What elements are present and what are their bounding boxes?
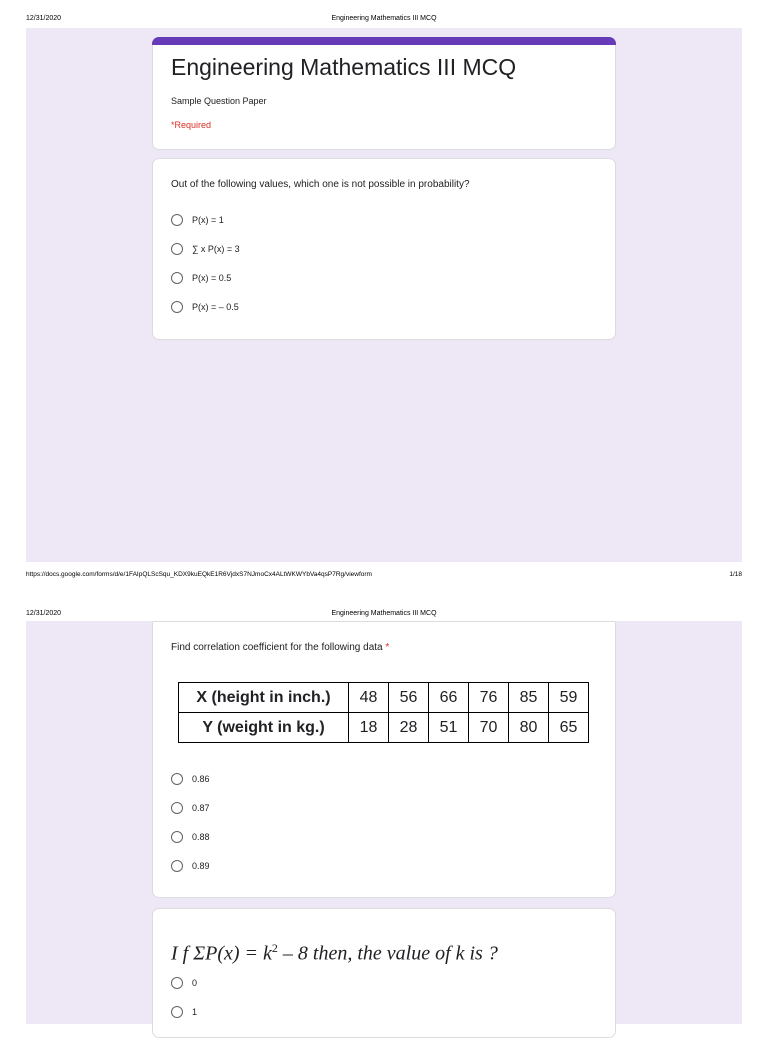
data-table bbox=[178, 682, 589, 743]
table-cell: 59 bbox=[549, 683, 589, 713]
option-choice[interactable] bbox=[171, 858, 210, 874]
radio-button[interactable] bbox=[171, 831, 183, 843]
required-note: *Required bbox=[171, 120, 212, 130]
radio-button[interactable] bbox=[171, 773, 183, 785]
table-cell: 76 bbox=[469, 683, 509, 713]
table-cell: 80 bbox=[509, 713, 549, 743]
page1-print-footer bbox=[0, 569, 768, 581]
option-label: 0.87 bbox=[192, 803, 210, 813]
required-mark: * bbox=[385, 642, 390, 653]
option-choice[interactable] bbox=[171, 975, 197, 991]
option-choice[interactable] bbox=[171, 829, 210, 845]
radio-button[interactable] bbox=[171, 243, 183, 255]
option-label: 0.88 bbox=[192, 832, 210, 842]
option-choice[interactable] bbox=[171, 299, 239, 315]
option-choice[interactable] bbox=[171, 771, 210, 787]
table-cell: 18 bbox=[349, 713, 389, 743]
table-cell: 66 bbox=[429, 683, 469, 713]
table-cell: 70 bbox=[469, 713, 509, 743]
print-title: Engineering Mathematics III MCQ bbox=[331, 610, 437, 617]
formula-question bbox=[171, 941, 498, 966]
formula-prefix: I f ΣP(x) = k bbox=[171, 942, 272, 965]
question-card-formula bbox=[152, 908, 616, 1038]
formula-exponent: 2 bbox=[271, 941, 278, 955]
radio-button[interactable] bbox=[171, 977, 183, 989]
option-label: 0.89 bbox=[192, 861, 210, 871]
radio-button[interactable] bbox=[171, 301, 183, 313]
radio-button[interactable] bbox=[171, 214, 183, 226]
option-label: 0 bbox=[192, 978, 198, 988]
form-header-card bbox=[152, 37, 616, 150]
option-label: P(x) = – 0.5 bbox=[192, 302, 239, 312]
table-cell: 28 bbox=[389, 713, 429, 743]
page-number: 1/18 bbox=[729, 571, 742, 578]
table-cell: 51 bbox=[429, 713, 469, 743]
table-cell: 48 bbox=[349, 683, 389, 713]
option-label: P(x) = 1 bbox=[192, 215, 224, 225]
print-date: 12/31/2020 bbox=[26, 15, 62, 22]
table-cell: 56 bbox=[389, 683, 429, 713]
formula-suffix: – 8 then, the value of k is ? bbox=[277, 942, 498, 965]
option-choice[interactable] bbox=[171, 1004, 197, 1020]
option-choice[interactable] bbox=[171, 270, 231, 286]
table-cell: 65 bbox=[549, 713, 589, 743]
option-choice[interactable] bbox=[171, 212, 224, 228]
option-label: ∑ x P(x) = 3 bbox=[192, 244, 240, 254]
print-url: https://docs.google.com/forms/d/e/1FAIpQLScSqu_KDX9kuEQkE1R6VjdxS7NJmoCx4ALtWKWYbVa4qsP7Rg/viewform bbox=[26, 571, 372, 578]
form-description: Sample Question Paper bbox=[171, 96, 267, 106]
page2-print-header bbox=[0, 607, 768, 621]
question-card-probability bbox=[152, 158, 616, 340]
table-cell: 85 bbox=[509, 683, 549, 713]
table-row bbox=[179, 683, 589, 713]
option-label: 0.86 bbox=[192, 774, 210, 784]
print-title: Engineering Mathematics III MCQ bbox=[331, 15, 437, 22]
table-row bbox=[179, 713, 589, 743]
option-label: P(x) = 0.5 bbox=[192, 273, 232, 283]
option-choice[interactable] bbox=[171, 241, 240, 257]
question-card-correlation bbox=[152, 621, 616, 898]
question-text bbox=[171, 642, 389, 653]
page1-print-header bbox=[0, 12, 768, 26]
print-date: 12/31/2020 bbox=[26, 610, 62, 617]
option-choice[interactable] bbox=[171, 800, 210, 816]
radio-button[interactable] bbox=[171, 802, 183, 814]
row-header: Y (weight in kg.) bbox=[179, 713, 349, 743]
question-label: Find correlation coefficient for the following data bbox=[171, 642, 383, 653]
radio-button[interactable] bbox=[171, 272, 183, 284]
option-label: 1 bbox=[192, 1007, 198, 1017]
row-header: X (height in inch.) bbox=[179, 683, 349, 713]
form-title: Engineering Mathematics III MCQ bbox=[171, 54, 517, 80]
radio-button[interactable] bbox=[171, 860, 183, 872]
radio-button[interactable] bbox=[171, 1006, 183, 1018]
form-accent-bar bbox=[152, 37, 616, 45]
question-text: Out of the following values, which one is not possible in probability? bbox=[171, 179, 470, 190]
